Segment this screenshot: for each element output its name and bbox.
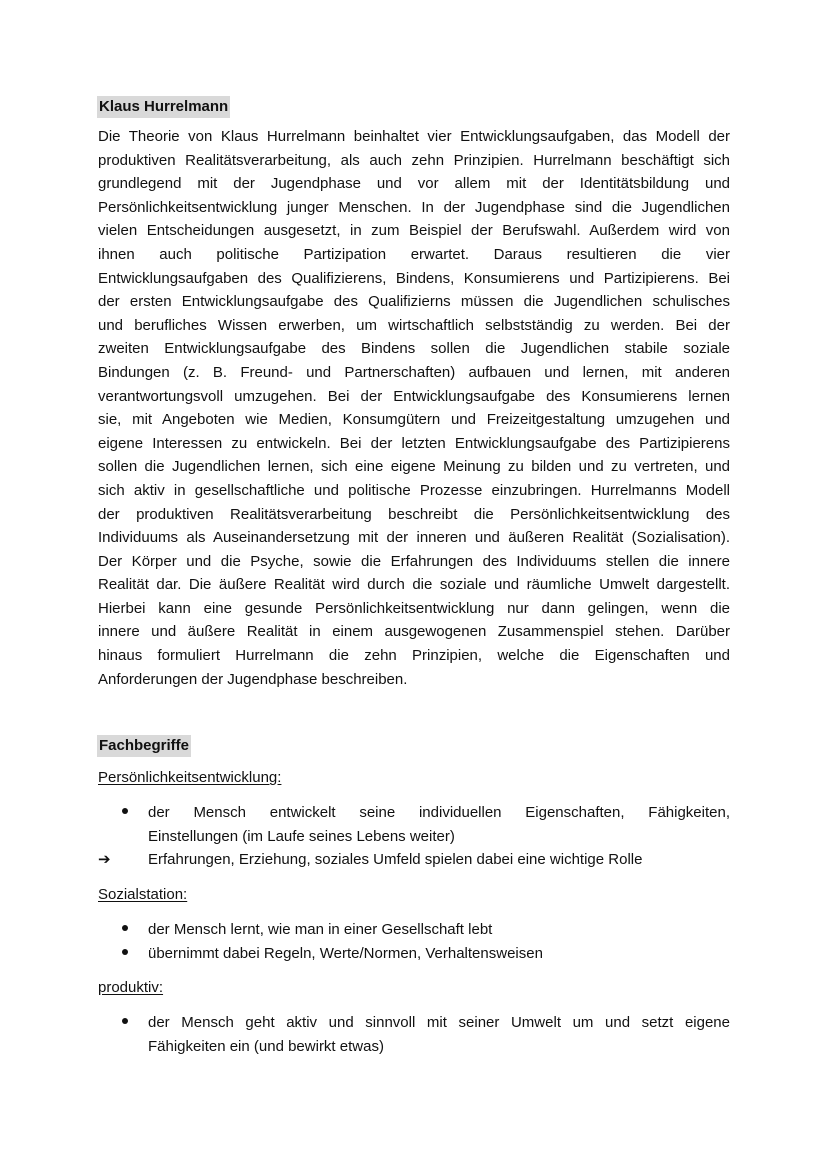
list-item-line: Fähigkeiten ein (und bewirkt etwas) bbox=[148, 1037, 384, 1055]
list-item-line: übernimmt dabei Regeln, Werte/Normen, Verhaltensweisen bbox=[148, 944, 543, 962]
paragraph-line: Anforderungen der Jugendphase beschreiben. bbox=[98, 670, 408, 688]
paragraph-line: produktiven Realitätsverarbeitung, als auch zehn Prinzipien. Hurrelmann beschäftigt sich bbox=[98, 151, 730, 169]
paragraph-line: Die Theorie von Klaus Hurrelmann beinhaltet vier Entwicklungsaufgaben, das Modell der bbox=[98, 128, 730, 145]
list-item-line: Einstellungen (im Laufe seines Lebens weiter) bbox=[148, 827, 455, 845]
term-produktiv bbox=[98, 965, 730, 1058]
paragraph-line: sie, mit Angeboten wie Medien, Konsumgütern und Freizeitgestaltung umzugehen und bbox=[98, 411, 730, 429]
paragraph-line: Persönlichkeitsentwicklung junger Menschen. In der Jugendphase sind die Jugendlichen bbox=[98, 198, 730, 216]
term-label: produktiv: bbox=[98, 979, 164, 997]
term-persoenlichkeitsentwicklung bbox=[98, 757, 730, 872]
paragraph-line: Bindungen (z. B. Freund- und Partnerschaften) aufbauen und lernen, mit anderen bbox=[98, 363, 730, 381]
list-item bbox=[98, 942, 730, 966]
list-item bbox=[98, 918, 730, 942]
bullet-icon bbox=[122, 1011, 142, 1035]
section-hurrelmann bbox=[98, 96, 730, 691]
bullet-icon bbox=[122, 942, 142, 966]
paragraph-line: der ersten Entwicklungsaufgabe des Qualifizierns müssen die Jugendlichen schulisches bbox=[98, 293, 730, 311]
paragraph-line: zweiten Entwicklungsaufgabe des Bindens sollen die Jugendlichen stabile soziale bbox=[98, 340, 730, 358]
paragraph-line: Realität dar. Die äußere Realität wird durch die soziale und räumliche Umwelt dargestellt. bbox=[98, 576, 730, 594]
document-page bbox=[98, 96, 730, 1058]
term-sozialstation bbox=[98, 872, 730, 965]
list-item-line: der Mensch geht aktiv und sinnvoll mit seiner Umwelt um und setzt eigene bbox=[148, 1014, 730, 1032]
term-list bbox=[98, 918, 730, 965]
paragraph-line: Der Körper und die Psyche, sowie die Erfahrungen des Individuums stellen die innere bbox=[98, 552, 730, 570]
paragraph-line: grundlegend mit der Jugendphase und vor allem mit der Identitätsbildung und bbox=[98, 175, 730, 193]
paragraph-line: und berufliches Wissen erwerben, um wirtschaftlich selbstständig zu werden. Bei der bbox=[98, 316, 730, 334]
paragraph-line: Individuums als Auseinandersetzung mit der inneren und äußeren Realität (Sozialisation). bbox=[98, 529, 730, 547]
bullet-icon bbox=[122, 918, 142, 942]
paragraph-line: verantwortungsvoll umzugehen. Bei der Entwicklungsaufgabe des Konsumierens lernen bbox=[98, 387, 730, 405]
paragraph-line: hinaus formuliert Hurrelmann die zehn Prinzipien, welche die Eigenschaften und bbox=[98, 647, 730, 665]
paragraph-line: eigene Interessen zu entwickeln. Bei der letzten Entwicklungsaufgabe des Partizipierens bbox=[98, 434, 730, 452]
paragraph-line: Entwicklungsaufgaben des Qualifizierens, Bindens, Konsumierens und Partizipierens. Bei bbox=[98, 269, 730, 287]
list-item bbox=[98, 848, 730, 872]
paragraph-line: innere und äußere Realität in einem ausgewogenen Zusammenspiel stehen. Darüber bbox=[98, 623, 730, 641]
term-label: Sozialstation: bbox=[98, 886, 188, 904]
paragraph-line: sollen die Jugendlichen lernen, sich eine eigene Meinung zu bilden und zu vertreten, und bbox=[98, 458, 730, 476]
list-item-line: der Mensch entwickelt seine individuellen Eigenschaften, Fähigkeiten, bbox=[148, 804, 730, 822]
term-label: Persönlichkeitsentwicklung: bbox=[98, 769, 282, 787]
list-item bbox=[98, 801, 730, 848]
bullet-icon bbox=[122, 801, 142, 825]
section-fachbegriffe bbox=[98, 735, 730, 1058]
paragraph-line: ihnen auch politische Partizipation erwartet. Daraus resultieren die vier bbox=[98, 245, 730, 263]
paragraph-line: sich aktiv in gesellschaftliche und politische Prozesse einzubringen. Hurrelmanns Modell bbox=[98, 481, 730, 499]
section-heading-fachbegriffe: Fachbegriffe bbox=[97, 735, 191, 757]
paragraph-line: vielen Entscheidungen ausgesetzt, in zum Beispiel der Berufswahl. Außerdem wird von bbox=[98, 222, 730, 240]
body-paragraph bbox=[98, 125, 730, 691]
paragraph-line: Hierbei kann eine gesunde Persönlichkeitsentwicklung nur dann gelingen, wenn die bbox=[98, 599, 730, 617]
arrow-right-icon: ➔ bbox=[98, 851, 111, 869]
section-heading-hurrelmann: Klaus Hurrelmann bbox=[97, 96, 230, 118]
list-item-line: Erfahrungen, Erziehung, soziales Umfeld spielen dabei eine wichtige Rolle bbox=[148, 851, 643, 869]
list-item-line: der Mensch lernt, wie man in einer Gesellschaft lebt bbox=[148, 921, 493, 939]
paragraph-line: der produktiven Realitätsverarbeitung beschreibt die Persönlichkeitsentwicklung des bbox=[98, 505, 730, 523]
term-list bbox=[98, 801, 730, 872]
term-list bbox=[98, 1011, 730, 1058]
list-item bbox=[98, 1011, 730, 1058]
